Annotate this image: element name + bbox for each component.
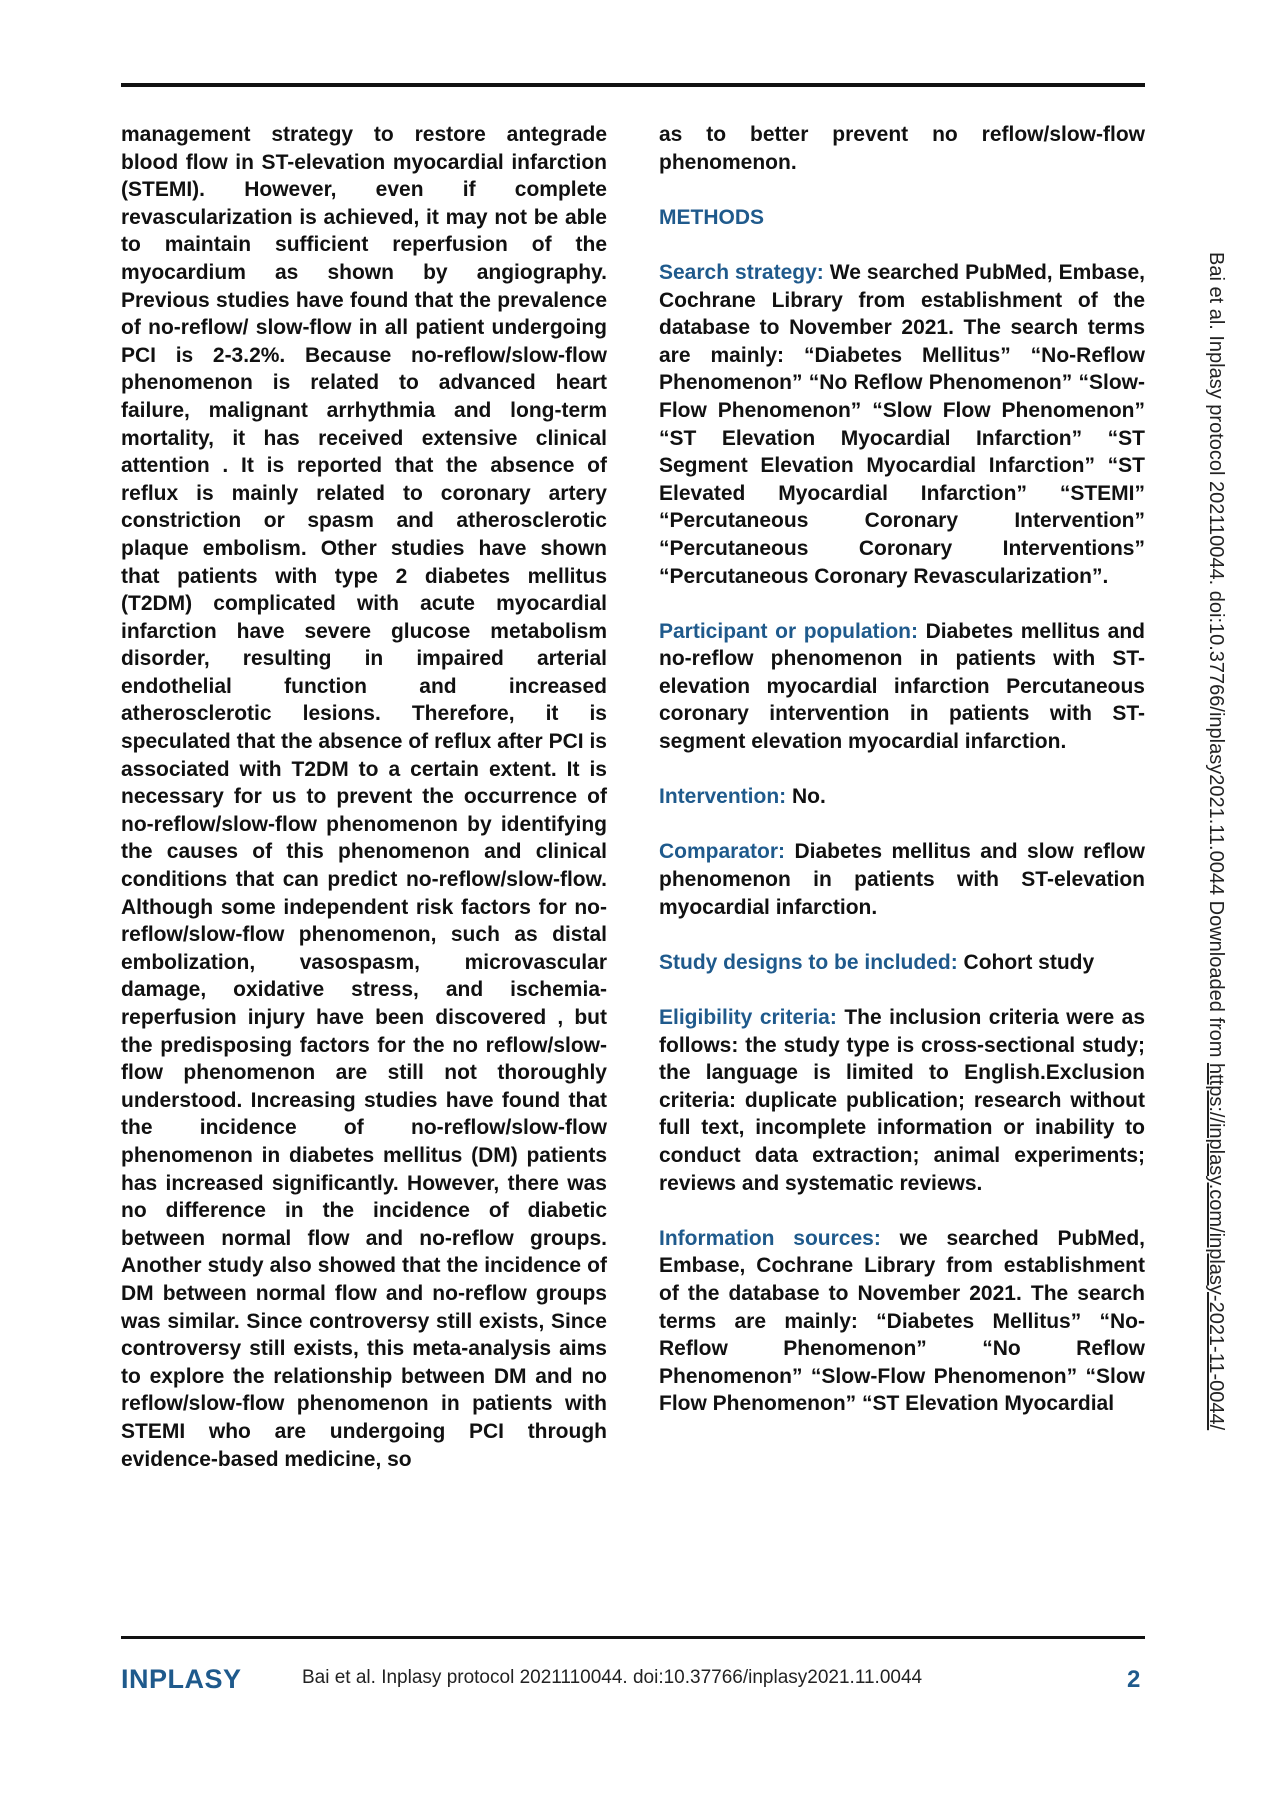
search-strategy-text: We searched PubMed, Embase, Cochrane Library from establishment of the database to November 2021. The search terms are mainly: “Diabetes Mellitus” “No-Reflow Phenomenon” “No Reflow Phenomenon” “Slow-Flow Phenomenon” “Slow Flow Phenomenon” “ST Elevation Myocardial Infarction” “ST Segment Elevation Myocardial Infarction” “ST Elevated Myocardial Infarction” “STEMI” “Percutaneous Coronary Intervention” “Percutaneous Coronary Interventions” “Percutaneous Coronary Revascularization”. bbox=[659, 260, 1145, 588]
search-strategy-label: Search strategy: bbox=[659, 260, 824, 284]
information-sources-label: Information sources: bbox=[659, 1226, 881, 1250]
participant-paragraph bbox=[659, 618, 1145, 756]
eligibility-paragraph bbox=[659, 1004, 1145, 1197]
right-column bbox=[659, 121, 1145, 1418]
comparator-label: Comparator: bbox=[659, 840, 786, 864]
page-number: 2 bbox=[1127, 1666, 1141, 1693]
intervention-text: No. bbox=[786, 785, 826, 809]
left-column bbox=[121, 121, 607, 1473]
comparator-text: Diabetes mellitus and slow reflow phenomenon in patients with ST-elevation myocardial infarction. bbox=[659, 840, 1145, 919]
study-designs-label: Study designs to be included: bbox=[659, 950, 958, 974]
comparator-paragraph bbox=[659, 838, 1145, 921]
information-sources-paragraph bbox=[659, 1225, 1145, 1418]
header-rule bbox=[121, 83, 1145, 87]
study-designs-text: Cohort study bbox=[957, 950, 1095, 974]
side-citation-link[interactable]: https://inplasy.com/inplasy-2021-11-0044/ bbox=[1205, 1062, 1227, 1431]
footer-rule bbox=[121, 1636, 1145, 1639]
intervention-label: Intervention: bbox=[659, 785, 787, 809]
eligibility-text: The inclusion criteria were as follows: the study type is cross-sectional study; the language is limited to English.Exclusion criteria: duplicate publication; research without full text, incomplete information or inability to conduct data extraction; animal experiments; reviews and systematic reviews. bbox=[659, 1006, 1145, 1195]
participant-text: Diabetes mellitus and no-reflow phenomenon in patients with ST-elevation myocardial infarction Percutaneous coronary intervention in patients with ST-segment elevation myocardial infarction. bbox=[659, 619, 1146, 754]
eligibility-label: Eligibility criteria: bbox=[659, 1006, 837, 1029]
side-citation bbox=[1204, 252, 1228, 1590]
intro-continuation: as to better prevent no reflow/slow-flow phenomenon. bbox=[659, 123, 1145, 174]
study-designs-paragraph bbox=[659, 949, 1145, 977]
information-sources-text: we searched PubMed, Embase, Cochrane Library from establishment of the database to November 2021. The search terms are mainly: “Diabetes Mellitus” “No-Reflow Phenomenon” “No Reflow Phenomenon” “Slow-Flow Phenomenon” “Slow Flow Phenomenon” “ST Elevation Myocardial bbox=[659, 1226, 1145, 1416]
search-strategy-paragraph bbox=[659, 259, 1145, 590]
intervention-paragraph bbox=[659, 783, 1145, 811]
participant-label: Participant or population: bbox=[659, 619, 919, 643]
footer-citation: Bai et al. Inplasy protocol 2021110044. doi:10.37766/inplasy2021.11.0044 bbox=[302, 1667, 923, 1688]
side-citation-text: Bai et al. Inplasy protocol 202110044. doi:10.37766/inplasy2021.11.0044 Downloaded from bbox=[1205, 252, 1227, 1063]
intro-paragraph: management strategy to restore antegrade blood flow in ST-elevation myocardial infarction (STEMI). However, even if complete revascularization is achieved, it may not be able to maintain sufficient reperfusion of the myocardium as shown by angiography. Previous studies have found that the prevalence of no-reflow/ slow-flow in all patient undergoing PCI is 2-3.2%. Because no-reflow/slow-flow phenomenon is related to advanced heart failure, malignant arrhythmia and long-term mortality, it has received extensive clinical attention . It is reported that the absence of reflux is mainly related to coronary artery constriction or spasm and atherosclerotic plaque embolism. Other studies have shown that patients with type 2 diabetes mellitus (T2DM) complicated with acute myocardial infarction have severe glucose metabolism disorder, resulting in impaired arterial endothelial function and increased atherosclerotic lesions. Therefore, it is speculated that the absence of reflux after PCI is associated with T2DM to a certain extent. It is necessary for us to prevent the occurrence of no-reflow/slow-flow phenomenon by identifying the causes of this phenomenon and clinical conditions that can predict no-reflow/slow-flow. Although some independent risk factors for no-reflow/slow-flow phenomenon, such as distal embolization, vasospasm, microvascular damage, oxidative stress, and ischemia-reperfusion injury have been discovered , but the predisposing factors for the no reflow/slow-flow phenomenon are still not thoroughly understood. Increasing studies have found that the incidence of no-reflow/slow-flow phenomenon in diabetes mellitus (DM) patients has increased significantly. However, there was no difference in the incidence of diabetic between normal flow and no-reflow groups. Another study also showed that the incidence of DM between normal flow and no-reflow groups was similar. Since controversy still exists, Since controversy still exists, this meta-analysis aims to explore the relationship between DM and no reflow/slow-flow phenomenon in patients with STEMI who are undergoing PCI through evidence-based medicine, so bbox=[121, 123, 607, 1471]
methods-heading: METHODS bbox=[659, 205, 764, 229]
footer-brand-logo: INPLASY bbox=[121, 1664, 242, 1694]
